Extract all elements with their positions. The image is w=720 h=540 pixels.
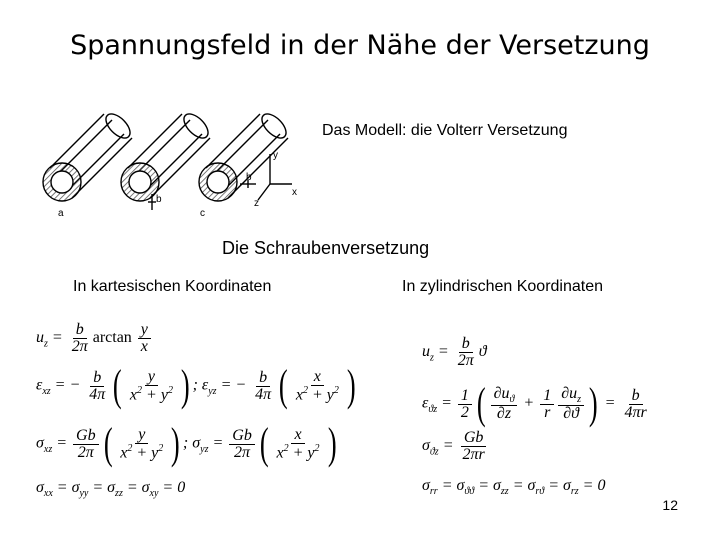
equation-zero-stresses-cartesian: $\sigma_{xx} = \sigma_{yy} = \sigma_{zz} = \sigma_{xy} = 0$ xyxy=(36,479,186,500)
equation-uz-cylindrical: $u_z$ = $\frac{b}{2\pi}$ ϑ xyxy=(422,335,487,369)
equation-strain-cartesian: $\varepsilon_{xz}$ = − $\frac{b}{4\pi}$ ( $\frac{y}{x^2 + y^2}$ ) ; $\varepsilon_{yz}$ = − $\frac{b}{4\pi}$ ( $\frac{x}{x^2 + y^2}$ ) xyxy=(36,361,356,410)
equation-stress-cylindrical: $\sigma_{ϑz}$ = $\frac{Gb}{2\pi r}$ xyxy=(422,429,485,463)
figure-label-z: z xyxy=(254,198,259,209)
equation-uz-cartesian: $u_z$ = $\frac{b}{2\pi}$ arctan $\frac{y}{x}$ xyxy=(36,322,153,355)
volterra-cylinders-figure xyxy=(32,102,300,220)
figure-label-x: x xyxy=(292,187,297,198)
right-column-label: In zylindrischen Koordinaten xyxy=(402,278,604,295)
slide-title: Spannungsfeld in der Nähe der Versetzung xyxy=(70,30,650,61)
figure-label-a: a xyxy=(58,208,64,219)
model-label: Das Modell: die Volterr Versetzung xyxy=(322,122,568,139)
figure-label-c: c xyxy=(200,208,205,219)
page-number: 12 xyxy=(662,497,678,513)
figure-label-b1: b xyxy=(156,194,162,205)
equation-zero-stresses-cylindrical: $\sigma_{rr} = \sigma_{ϑϑ} = \sigma_{zz} = \sigma_{rϑ} = \sigma_{rz} = 0$ xyxy=(422,477,606,498)
equation-stress-cartesian: $\sigma_{xz}$ = $\frac{Gb}{2\pi}$ ( $\frac{y}{x^2 + y^2}$ ) ; $\sigma_{yz}$ = $\frac{Gb}{2\pi}$ ( $\frac{x}{x^2 + y^2}$ ) xyxy=(36,419,337,468)
section-title: Die Schraubenversetzung xyxy=(222,238,430,258)
equation-strain-cylindrical: $\varepsilon_{ϑz}$ = $\frac{1}{2}$ ( $\frac{\partial u_ϑ}{\partial z}$ + $\frac{1}{r}$ $\frac{\partial u_z}{\partial ϑ}$ ) = $\frac{b}{4\pi r}$ xyxy=(422,379,647,428)
figure-label-b2: b xyxy=(246,172,252,183)
figure-label-y: y xyxy=(273,150,278,161)
left-column-label: In kartesischen Koordinaten xyxy=(73,278,272,295)
